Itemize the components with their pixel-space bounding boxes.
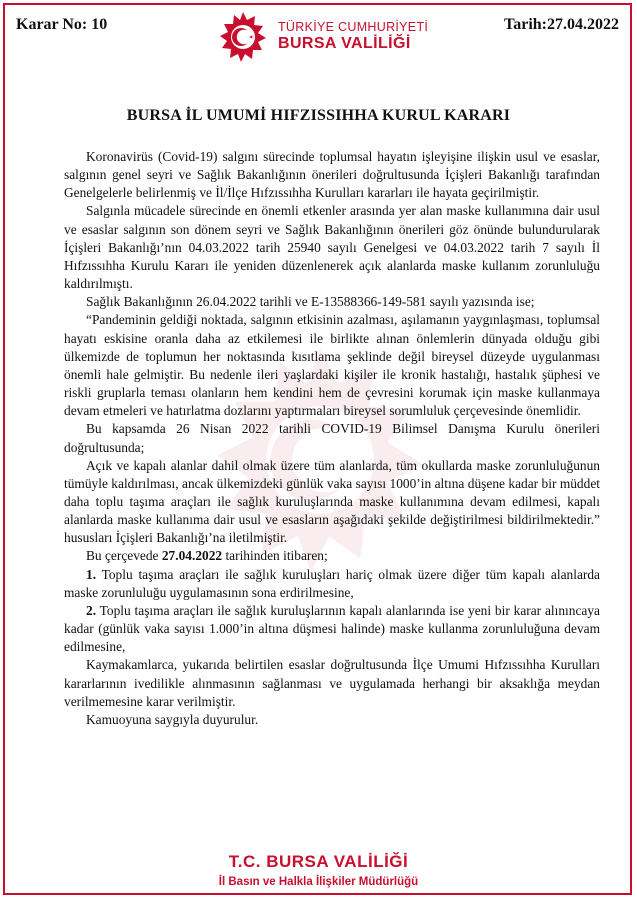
paragraph-8: Kaymakamlarca, yukarıda belirtilen esaslar doğrultusunda İlçe Umumi Hıfzıssıhha Kurulları kararlarının ivedilikle alınmasının sağlanması ve uygulamada herhangi bir aksaklığa meydan verilmemesine karar verilmiştir.: [64, 657, 600, 709]
list-item-2-text: Toplu taşıma araçları ile sağlık kuruluşlarının kapalı alanlarında ise yeni bir karar alınıncaya kadar (günlük vaka sayısı 1.000’in altına düşmesi halinde) maske kullanma zorunluluğuna devam edilmesine,: [64, 602, 600, 655]
crescent-star-emblem-icon: [214, 8, 272, 66]
paragraph-4: “Pandeminin geldiği noktada, salgının etkisinin azalması, aşılamanın yaygınlaşması, toplumsal hayatı eskisine oranla daha az etkilemesi ile birlikte alınan önlemlerin dünyada olduğu gibi ülkemizde de toplumun her noktasında kısıtlama şeklinde değil bireysel düzeyde uygulanması önemli hale gelmiştir. Bu nedenle ileri yaşlardaki kişiler ile kronik hastalığı, hastalık şüphesi ve riskli gruplarla teması olanların hem kendini hem de çevresini korumak için maske kullanmaya devam etmeleri ve hatırlatma dozlarını yaptırmaları bireysel sorumluluk çerçevesinde önemlidir.: [64, 312, 600, 419]
governorship-logo: [214, 8, 429, 66]
footer-title: T.C. BURSA VALİLİĞİ: [228, 852, 409, 871]
list-item-1-number: 1.: [86, 566, 97, 582]
paragraph-9: Kamuoyuna saygıyla duyurulur.: [86, 711, 259, 727]
list-item-1: [64, 566, 600, 602]
decision-date: Tarih:27.04.2022: [504, 16, 619, 33]
paragraph-3: Sağlık Bakanlığının 26.04.2022 tarihli ve E-13588366-149-581 sayılı yazısında ise;: [86, 294, 535, 310]
list-item-2-number: 2.: [86, 602, 97, 618]
p7-date: 27.04.2022: [161, 548, 223, 564]
paragraph-2: Salgınla mücadele sürecinde en önemli etkenler arasında yer alan maske kullanımına dair usul ve esaslar salgının son dönem seyri ve Sağlık Bakanlığının önerileri göz önünde bulundurularak İçişleri Bakanlığı’nın 04.03.2022 tarih 25940 sayılı Genelgesi ve 04.03.2022 tarih 7 sayılı İl Hıfzıssıhha Kurulu Kararı ile yeniden düzenlenerek açık alanlarda maske kullanım zorunluluğu kaldırılmıştı.: [64, 203, 600, 292]
paragraph-1: Koronavirüs (Covid-19) salgını sürecinde toplumsal hayatın işleyişine ilişkin usul ve esaslar, salgının genel seyri ve Sağlık Bakanlığının önerileri doğrultusunda İçişleri Bakanlığı tarafından Genelgelerle belirlenmiş ve İl/İlçe Hıfzıssıhha Kurulları kararları ile hayata geçirilmiştir.: [64, 149, 600, 201]
p7-prefix: Bu çerçevede: [86, 548, 162, 564]
p7-suffix: tarihinden itibaren;: [222, 548, 328, 564]
document-body: [64, 148, 600, 729]
list-item-1-text: Toplu taşıma araçları ile sağlık kuruluşları hariç olmak üzere diğer tüm kapalı alanlarda maske zorunluluğu uygulamasının sona erdirilmesine,: [64, 566, 600, 600]
footer-subtitle: İl Basın ve Halkla İlişkiler Müdürlüğü: [218, 876, 419, 888]
logo-line2: BURSA VALİLİĞİ: [278, 35, 411, 52]
paragraph-7: [64, 547, 600, 565]
paragraph-6: Açık ve kapalı alanlar dahil olmak üzere tüm alanlarda, tüm okullarda maske zorunluluğunun tümüyle kaldırılması, ancak ülkemizdeki günlük vaka sayısı 1000’in altına düşene kadar bir müddet daha toplu taşıma araçları ile sağlık kuruluşlarında maske kullanımına devam edilmesi, kapalı alanlarda maske kullanıma dair usul ve esasların aşağıdaki şekilde değiştirilmesi bildirilmektedir.” hususları İçişleri Bakanlığı’na iletilmiştir.: [64, 457, 600, 546]
paragraph-5: Bu kapsamda 26 Nisan 2022 tarihli COVID-19 Bilimsel Danışma Kurulu önerileri doğrultusunda;: [64, 421, 600, 455]
document-title: BURSA İL UMUMİ HIFZISSIHHA KURUL KARARI: [126, 107, 511, 124]
logo-line1: TÜRKİYE CUMHURİYETİ: [278, 20, 429, 34]
decision-number: Karar No: 10: [16, 16, 108, 33]
list-item-2: [64, 602, 600, 656]
